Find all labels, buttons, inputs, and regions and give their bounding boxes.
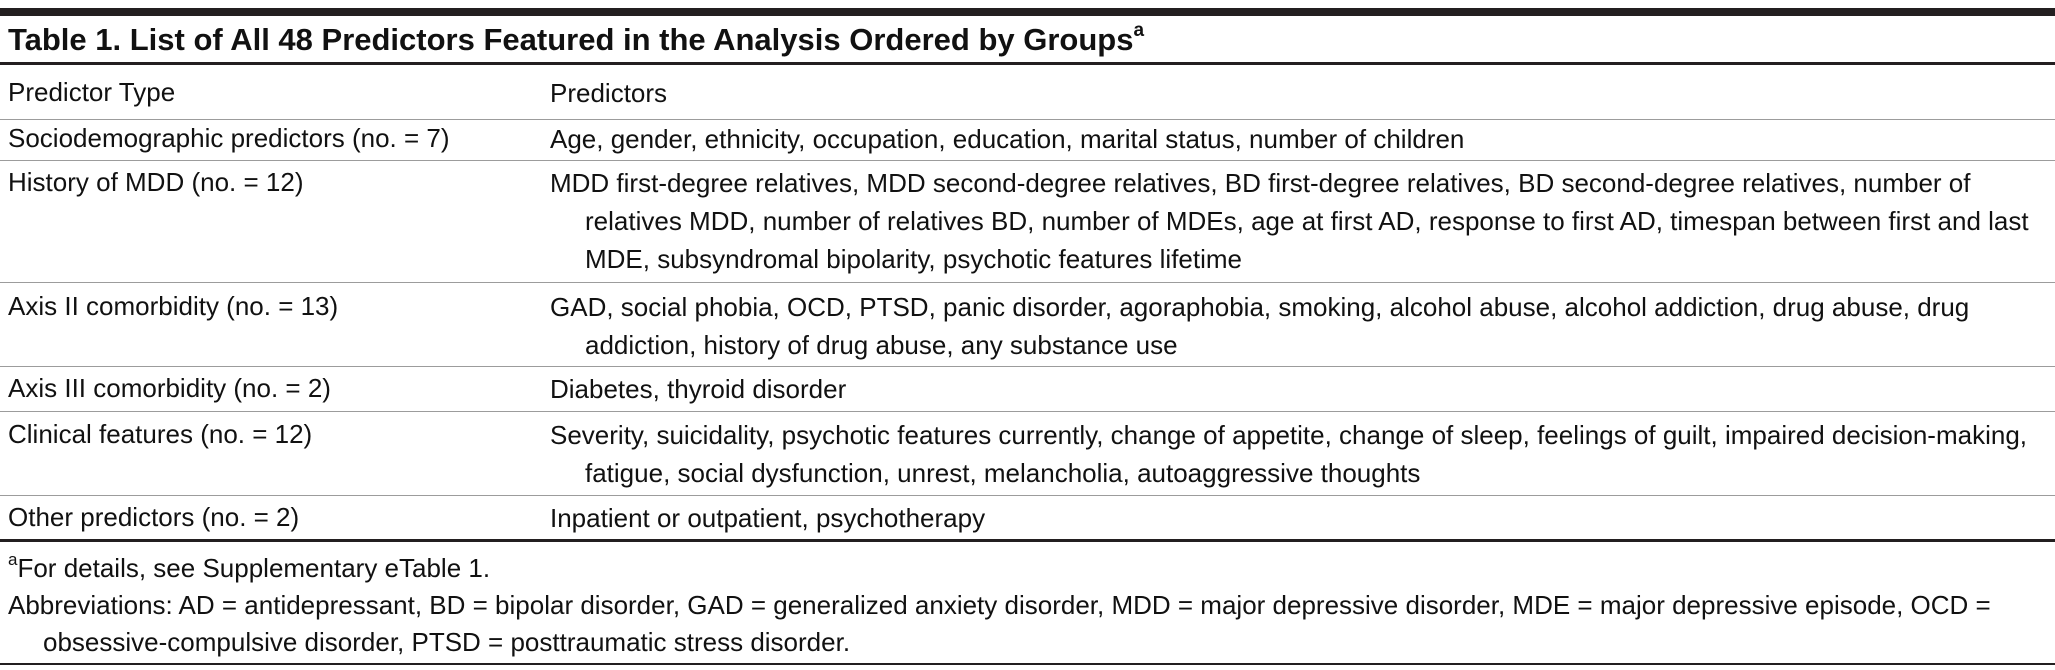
- row-divider: [0, 495, 2055, 496]
- predictors-cell: Inpatient or outpatient, psychotherapy: [550, 503, 986, 533]
- row-divider: [0, 411, 2055, 412]
- header-predictors: Predictors: [550, 78, 668, 108]
- predictors-cell: Severity, suicidality, psychotic features currently, change of appetite, change of sleep, feelings of guilt, impaired decision-making, fatigue, social dysfunction, unrest, melancholia, autoaggressive thoughts: [550, 420, 2027, 488]
- predictors-cell: Diabetes, thyroid disorder: [550, 374, 847, 404]
- row-divider: [0, 366, 2055, 367]
- title-footnote-marker: a: [1133, 19, 1145, 41]
- predictors-cell: Age, gender, ethnicity, occupation, education, marital status, number of children: [550, 124, 1465, 154]
- table-footnote: [8, 550, 2043, 587]
- predictors-cell: GAD, social phobia, OCD, PTSD, panic disorder, agoraphobia, smoking, alcohol abuse, alcohol addiction, drug abuse, drug addiction, history of drug abuse, any substance use: [550, 292, 1970, 360]
- header-predictor-type: Predictor Type: [8, 77, 176, 107]
- predictor-type-cell: History of MDD (no. = 12): [8, 167, 304, 197]
- table-title-text: Table 1. List of All 48 Predictors Featured in the Analysis Ordered by Groups: [8, 22, 1134, 57]
- top-border-bar: [0, 8, 2055, 16]
- predictor-type-cell: Other predictors (no. = 2): [8, 502, 300, 532]
- abbreviations-note: Abbreviations: AD = antidepressant, BD = bipolar disorder, GAD = generalized anxiety disorder, MDD = major depressive disorder, MDE = major depressive episode, OCD = obsessive-compulsive disorder, PTSD = posttraumatic stress disorder.: [8, 590, 1991, 657]
- predictor-type-cell: Sociodemographic predictors (no. = 7): [8, 123, 450, 153]
- row-divider: [0, 160, 2055, 161]
- predictor-type-cell: Axis III comorbidity (no. = 2): [8, 373, 331, 403]
- predictors-cell: MDD first-degree relatives, MDD second-degree relatives, BD first-degree relatives, BD second-degree relatives, number of relatives MDD, number of relatives BD, number of MDEs, age at first AD, response to first AD, timespan between first and last MDE, subsyndromal bipolarity, psychotic features lifetime: [550, 168, 2029, 274]
- table-title: [8, 18, 1144, 62]
- predictor-type-cell: Axis II comorbidity (no. = 13): [8, 291, 339, 321]
- row-divider: [0, 282, 2055, 283]
- page-bottom-rule: [0, 663, 2055, 665]
- predictor-type-cell: Clinical features (no. = 12): [8, 419, 313, 449]
- title-rule: [0, 62, 2055, 65]
- footnote-text: For details, see Supplementary eTable 1.: [17, 553, 491, 583]
- footnote-marker: a: [8, 550, 18, 570]
- table-bottom-rule: [0, 539, 2055, 542]
